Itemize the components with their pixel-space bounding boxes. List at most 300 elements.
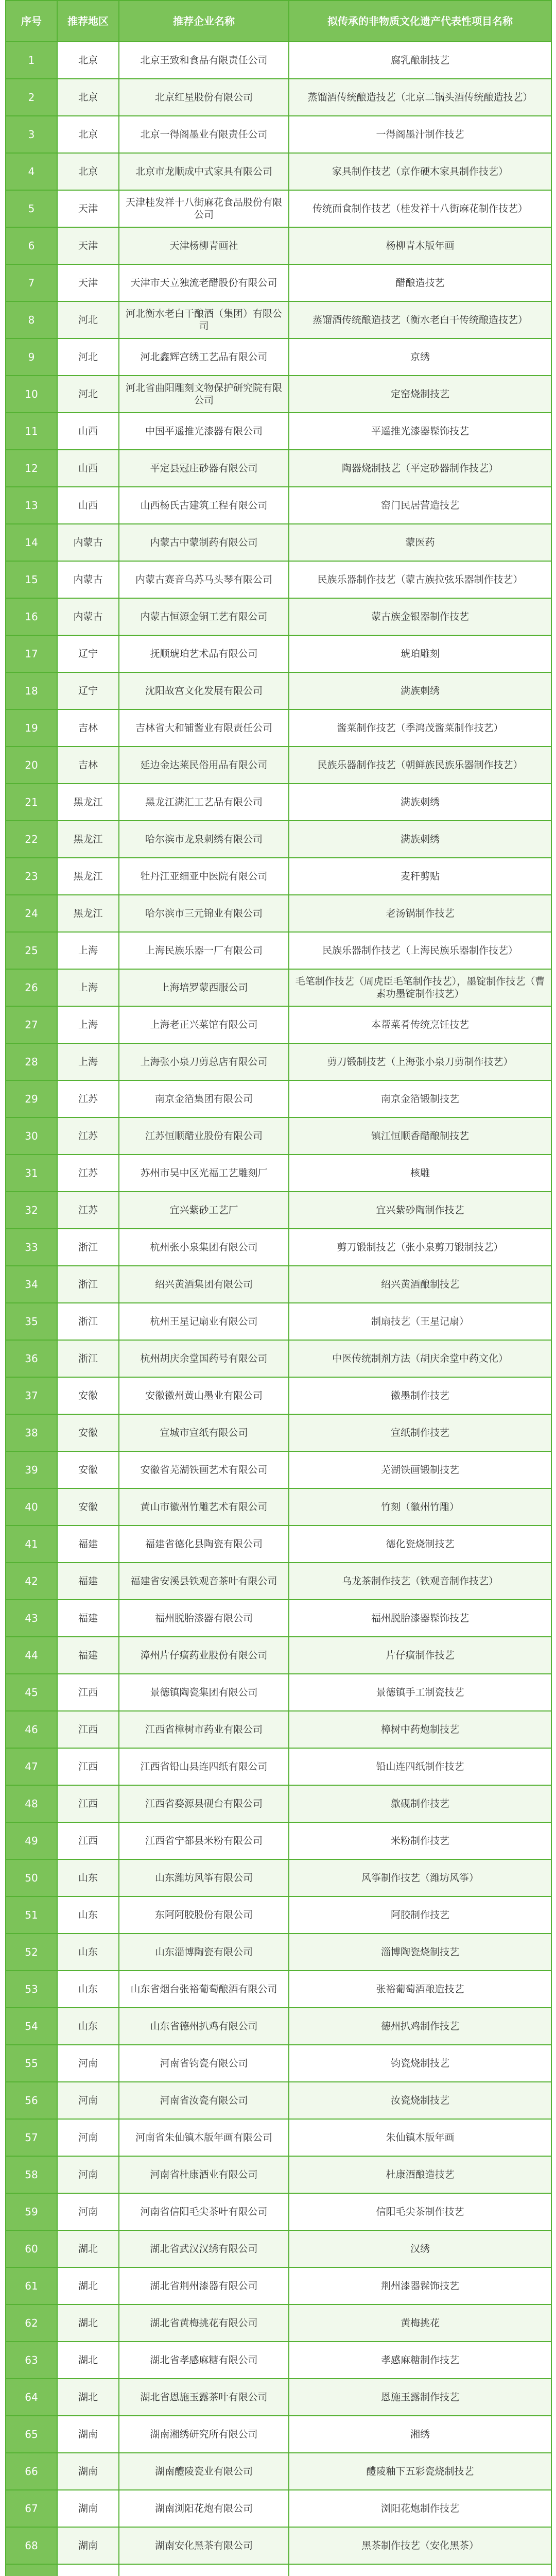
row-index: 41 [6, 1526, 57, 1563]
row-index: 25 [6, 932, 57, 969]
row-project: 朱仙镇木版年画 [289, 2119, 551, 2156]
row-region: 北京 [57, 42, 119, 79]
table-row [6, 969, 551, 1006]
row-index: 33 [6, 1229, 57, 1266]
row-region: 辽宁 [57, 635, 119, 672]
row-index: 21 [6, 784, 57, 821]
row-project: 黑茶制作技艺（安化黑茶） [289, 2527, 551, 2564]
table-row [6, 2045, 551, 2082]
row-company [119, 2564, 289, 2576]
row-region: 山西 [57, 413, 119, 450]
row-region: 河南 [57, 2156, 119, 2193]
table-row [6, 1526, 551, 1563]
row-region: 山东 [57, 1934, 119, 1971]
table-row [6, 2156, 551, 2193]
row-index: 39 [6, 1451, 57, 1488]
table-row [6, 2453, 551, 2490]
row-index: 6 [6, 227, 57, 264]
table-row [6, 1934, 551, 1971]
row-company: 上海培罗蒙西服公司 [119, 969, 289, 1006]
row-project: 浏阳花炮制作技艺 [289, 2490, 551, 2527]
row-project: 蒙医药 [289, 524, 551, 561]
row-company: 江苏恒顺醋业股份有限公司 [119, 1117, 289, 1155]
row-company: 牡丹江亚细亚中医院有限公司 [119, 858, 289, 895]
row-index: 42 [6, 1563, 57, 1600]
row-company: 山东省德州扒鸡有限公司 [119, 2008, 289, 2045]
row-company: 北京一得阁墨业有限责任公司 [119, 116, 289, 153]
row-region: 福建 [57, 1637, 119, 1674]
row-region: 黑龙江 [57, 895, 119, 932]
row-region: 山西 [57, 487, 119, 524]
row-index: 3 [6, 116, 57, 153]
row-project: 汝瓷烧制技艺 [289, 2082, 551, 2119]
row-project: 剪刀锻制技艺（上海张小泉刀剪制作技艺） [289, 1043, 551, 1080]
row-project: 恩施玉露制作技艺 [289, 2379, 551, 2416]
table-row [6, 1192, 551, 1229]
row-company: 上海张小泉刀剪总店有限公司 [119, 1043, 289, 1080]
row-region: 湖北 [57, 2304, 119, 2342]
row-region: 福建 [57, 1600, 119, 1637]
table-row [6, 1229, 551, 1266]
row-project: 酱菜制作技艺（季鸿茂酱菜制作技艺） [289, 709, 551, 747]
row-project: 满族刺绣 [289, 672, 551, 709]
row-project: 德化瓷烧制技艺 [289, 1526, 551, 1563]
row-region: 山东 [57, 1859, 119, 1896]
row-index: 9 [6, 338, 57, 376]
row-company: 安徽省芜湖铁画艺术有限公司 [119, 1451, 289, 1488]
table-row [6, 1488, 551, 1526]
row-company: 上海民族乐器一厂有限公司 [119, 932, 289, 969]
row-index: 22 [6, 821, 57, 858]
row-index: 54 [6, 2008, 57, 2045]
row-company: 湖北省孝感麻糖有限公司 [119, 2342, 289, 2379]
table-row [6, 2267, 551, 2304]
row-region: 黑龙江 [57, 821, 119, 858]
table-row [6, 932, 551, 969]
row-project: 杨柳青木版年画 [289, 227, 551, 264]
row-index: 48 [6, 1785, 57, 1822]
row-project: 平遥推光漆器髹饰技艺 [289, 413, 551, 450]
row-project: 德州扒鸡制作技艺 [289, 2008, 551, 2045]
header-row [6, 1, 551, 42]
row-project: 黄梅挑花 [289, 2304, 551, 2342]
row-region: 湖南 [57, 2490, 119, 2527]
table-row [6, 1971, 551, 2008]
row-region: 福建 [57, 1526, 119, 1563]
table-row [6, 2527, 551, 2564]
row-project: 蒸馏酒传统酿造技艺（北京二锅头酒传统酿造技艺） [289, 79, 551, 116]
row-index: 15 [6, 561, 57, 598]
table-row [6, 2304, 551, 2342]
row-index: 47 [6, 1748, 57, 1785]
row-project: 民族乐器制作技艺（朝鲜族民族乐器制作技艺） [289, 747, 551, 784]
row-project: 琥珀雕刻 [289, 635, 551, 672]
row-index: 52 [6, 1934, 57, 1971]
row-region: 湖北 [57, 2379, 119, 2416]
row-project: 荆州漆器髹饰技艺 [289, 2267, 551, 2304]
row-company: 内蒙古中蒙制药有限公司 [119, 524, 289, 561]
row-company: 北京王致和食品有限责任公司 [119, 42, 289, 79]
row-project: 满族刺绣 [289, 784, 551, 821]
row-project: 樟树中药炮制技艺 [289, 1711, 551, 1748]
row-index: 68 [6, 2527, 57, 2564]
row-project: 湘绣 [289, 2416, 551, 2453]
row-company: 杭州胡庆余堂国药号有限公司 [119, 1340, 289, 1377]
table-row [6, 190, 551, 227]
row-region: 河南 [57, 2193, 119, 2230]
row-region: 内蒙古 [57, 598, 119, 635]
row-company: 河北衡水老白干酿酒（集团）有限公司 [119, 301, 289, 338]
row-company: 延边金达莱民俗用品有限公司 [119, 747, 289, 784]
table-row [6, 858, 551, 895]
row-region: 安徽 [57, 1451, 119, 1488]
row-project: 汉绣 [289, 2230, 551, 2267]
header-company: 推荐企业名称 [119, 1, 289, 42]
row-project: 民族乐器制作技艺（上海民族乐器制作技艺） [289, 932, 551, 969]
table-row [6, 487, 551, 524]
row-region: 福建 [57, 1563, 119, 1600]
row-region: 河南 [57, 2119, 119, 2156]
row-company: 南京金箔集团有限公司 [119, 1080, 289, 1117]
row-index: 63 [6, 2342, 57, 2379]
row-index: 49 [6, 1822, 57, 1859]
row-index: 19 [6, 709, 57, 747]
table-row [6, 2008, 551, 2045]
row-project: 麦秆剪贴 [289, 858, 551, 895]
row-index: 24 [6, 895, 57, 932]
row-project: 醋酿造技艺 [289, 264, 551, 301]
row-region: 北京 [57, 153, 119, 190]
table-row [6, 2193, 551, 2230]
table-row [6, 1155, 551, 1192]
row-index: 57 [6, 2119, 57, 2156]
row-company: 杭州张小泉集团有限公司 [119, 1229, 289, 1266]
row-region: 北京 [57, 79, 119, 116]
row-company: 抚顺琥珀艺术品有限公司 [119, 635, 289, 672]
row-project: 京绣 [289, 338, 551, 376]
row-project: 蒸馏酒传统酿造技艺（衡水老白干传统酿造技艺） [289, 301, 551, 338]
table-row [6, 2230, 551, 2267]
row-project: 家具制作技艺（京作硬木家具制作技艺） [289, 153, 551, 190]
row-region: 山西 [57, 450, 119, 487]
table-row [6, 450, 551, 487]
table-row [6, 1377, 551, 1414]
row-region [57, 2564, 119, 2576]
row-region: 浙江 [57, 1229, 119, 1266]
row-project: 片仔癀制作技艺 [289, 1637, 551, 1674]
row-index: 65 [6, 2416, 57, 2453]
row-company: 北京红星股份有限公司 [119, 79, 289, 116]
table-row [6, 301, 551, 338]
row-region: 上海 [57, 1006, 119, 1043]
row-index: 61 [6, 2267, 57, 2304]
row-project: 徽墨制作技艺 [289, 1377, 551, 1414]
row-index: 11 [6, 413, 57, 450]
row-region: 天津 [57, 190, 119, 227]
row-index: 32 [6, 1192, 57, 1229]
header-index: 序号 [6, 1, 57, 42]
row-index: 4 [6, 153, 57, 190]
row-region: 河北 [57, 338, 119, 376]
row-company: 天津市天立独流老醋股份有限公司 [119, 264, 289, 301]
row-region: 吉林 [57, 709, 119, 747]
row-region: 湖南 [57, 2453, 119, 2490]
table-row [6, 2416, 551, 2453]
row-region: 北京 [57, 116, 119, 153]
row-region: 上海 [57, 969, 119, 1006]
row-region: 江西 [57, 1748, 119, 1785]
header-region: 推荐地区 [57, 1, 119, 42]
row-project: 一得阁墨汁制作技艺 [289, 116, 551, 153]
table-row [6, 1896, 551, 1934]
table-row [6, 2379, 551, 2416]
row-index: 56 [6, 2082, 57, 2119]
row-index: 26 [6, 969, 57, 1006]
row-company: 中国平遥推光漆器有限公司 [119, 413, 289, 450]
row-index: 7 [6, 264, 57, 301]
row-company: 河南省汝瓷有限公司 [119, 2082, 289, 2119]
table-row [6, 598, 551, 635]
row-index: 20 [6, 747, 57, 784]
row-company: 江西省铅山县连四纸有限公司 [119, 1748, 289, 1785]
row-company: 哈尔滨市龙泉刺绣有限公司 [119, 821, 289, 858]
row-project: 景德镇手工制瓷技艺 [289, 1674, 551, 1711]
table-row [6, 1711, 551, 1748]
row-project: 阿胶制作技艺 [289, 1896, 551, 1934]
row-project: 镇江恒顺香醋酿制技艺 [289, 1117, 551, 1155]
row-company: 天津桂发祥十八街麻花食品股份有限公司 [119, 190, 289, 227]
row-index: 13 [6, 487, 57, 524]
row-project: 杜康酒酿造技艺 [289, 2156, 551, 2193]
table-row [6, 1043, 551, 1080]
table-row [6, 1859, 551, 1896]
row-company: 上海老正兴菜馆有限公司 [119, 1006, 289, 1043]
row-region: 江西 [57, 1822, 119, 1859]
table-row [6, 1080, 551, 1117]
row-index: 45 [6, 1674, 57, 1711]
table-row [6, 672, 551, 709]
row-company: 河南省杜康酒业有限公司 [119, 2156, 289, 2193]
row-project: 腐乳酿制技艺 [289, 42, 551, 79]
row-company: 湖南安化黑茶有限公司 [119, 2527, 289, 2564]
table-row [6, 895, 551, 932]
row-company: 哈尔滨市三元锦业有限公司 [119, 895, 289, 932]
row-company: 黑龙江满汇工艺品有限公司 [119, 784, 289, 821]
row-index: 10 [6, 376, 57, 413]
row-project: 信阳毛尖茶制作技艺 [289, 2193, 551, 2230]
table-row [6, 42, 551, 79]
row-index: 38 [6, 1414, 57, 1451]
row-project: 中医传统制剂方法（胡庆余堂中药文化） [289, 1340, 551, 1377]
row-company: 湖北省恩施玉露茶叶有限公司 [119, 2379, 289, 2416]
row-index [6, 2564, 57, 2576]
row-project: 绍兴黄酒酿制技艺 [289, 1266, 551, 1303]
row-company: 天津杨柳青画社 [119, 227, 289, 264]
row-index: 36 [6, 1340, 57, 1377]
row-region: 湖北 [57, 2267, 119, 2304]
row-company: 河南省朱仙镇木版年画有限公司 [119, 2119, 289, 2156]
row-region: 安徽 [57, 1414, 119, 1451]
row-index: 51 [6, 1896, 57, 1934]
row-region: 江西 [57, 1674, 119, 1711]
row-company: 河南省钧瓷有限公司 [119, 2045, 289, 2082]
table-row [6, 1006, 551, 1043]
table-body [6, 42, 551, 2576]
row-region: 河南 [57, 2082, 119, 2119]
row-region: 浙江 [57, 1303, 119, 1340]
row-index: 35 [6, 1303, 57, 1340]
row-company: 河南省信阳毛尖茶叶有限公司 [119, 2193, 289, 2230]
row-index: 43 [6, 1600, 57, 1637]
table-row [6, 227, 551, 264]
row-project: 民族乐器制作技艺（蒙古族拉弦乐器制作技艺） [289, 561, 551, 598]
row-region: 上海 [57, 1043, 119, 1080]
row-company: 内蒙古赛音乌苏马头琴有限公司 [119, 561, 289, 598]
table-row [6, 747, 551, 784]
row-index: 67 [6, 2490, 57, 2527]
table-header [6, 1, 551, 42]
row-company: 黄山市徽州竹雕艺术有限公司 [119, 1488, 289, 1526]
row-index: 58 [6, 2156, 57, 2193]
row-index: 23 [6, 858, 57, 895]
row-company: 吉林省大和铺酱业有限责任公司 [119, 709, 289, 747]
row-index: 55 [6, 2045, 57, 2082]
row-project: 老汤锅制作技艺 [289, 895, 551, 932]
row-company: 福建省安溪县铁观音茶叶有限公司 [119, 1563, 289, 1600]
row-region: 山东 [57, 2008, 119, 2045]
heritage-enterprise-table [5, 0, 552, 2576]
row-project: 南京金箔锻制技艺 [289, 1080, 551, 1117]
row-company: 湖北省黄梅挑花有限公司 [119, 2304, 289, 2342]
row-company: 湖北省荆州漆器有限公司 [119, 2267, 289, 2304]
row-project: 米粉制作技艺 [289, 1822, 551, 1859]
table-row [6, 1600, 551, 1637]
row-company: 内蒙古恒源金铜工艺有限公司 [119, 598, 289, 635]
row-region: 江苏 [57, 1192, 119, 1229]
row-company: 山东省烟台张裕葡萄酿酒有限公司 [119, 1971, 289, 2008]
table-row [6, 1563, 551, 1600]
table-row [6, 79, 551, 116]
row-region: 浙江 [57, 1266, 119, 1303]
row-index: 50 [6, 1859, 57, 1896]
row-index: 60 [6, 2230, 57, 2267]
table-row [6, 376, 551, 413]
row-project: 歙砚制作技艺 [289, 1785, 551, 1822]
row-project: 传统面食制作技艺（桂发祥十八街麻花制作技艺） [289, 190, 551, 227]
header-project: 拟传承的非物质文化遗产代表性项目名称 [289, 1, 551, 42]
row-index: 14 [6, 524, 57, 561]
row-company: 山东潍坊风筝有限公司 [119, 1859, 289, 1896]
row-project: 淄博陶瓷烧制技艺 [289, 1934, 551, 1971]
table-row [6, 153, 551, 190]
row-company: 福州脱胎漆器有限公司 [119, 1600, 289, 1637]
table-row [6, 1303, 551, 1340]
row-project [289, 2564, 551, 2576]
table-row [6, 338, 551, 376]
row-company: 湖南湘绣研究所有限公司 [119, 2416, 289, 2453]
row-company: 宣城市宣纸有限公司 [119, 1414, 289, 1451]
row-index: 29 [6, 1080, 57, 1117]
row-project: 醴陵釉下五彩瓷烧制技艺 [289, 2453, 551, 2490]
row-region: 湖北 [57, 2230, 119, 2267]
row-index: 46 [6, 1711, 57, 1748]
row-project: 蒙古族金银器制作技艺 [289, 598, 551, 635]
table-row [6, 2342, 551, 2379]
row-company: 江西省樟树市药业有限公司 [119, 1711, 289, 1748]
row-company: 湖南浏阳花炮有限公司 [119, 2490, 289, 2527]
row-index: 31 [6, 1155, 57, 1192]
table-row [6, 561, 551, 598]
row-company: 苏州市吴中区光福工艺雕刻厂 [119, 1155, 289, 1192]
row-company: 北京市龙顺成中式家具有限公司 [119, 153, 289, 190]
row-project: 宜兴紫砂陶制作技艺 [289, 1192, 551, 1229]
row-region: 湖南 [57, 2527, 119, 2564]
row-company: 福建省德化县陶瓷有限公司 [119, 1526, 289, 1563]
table-row [6, 635, 551, 672]
row-index: 28 [6, 1043, 57, 1080]
row-region: 江苏 [57, 1080, 119, 1117]
row-project: 核雕 [289, 1155, 551, 1192]
row-company: 杭州王星记扇业有限公司 [119, 1303, 289, 1340]
table-row [6, 709, 551, 747]
table-row [6, 1266, 551, 1303]
row-project: 钧瓷烧制技艺 [289, 2045, 551, 2082]
table-row [6, 524, 551, 561]
row-region: 江苏 [57, 1117, 119, 1155]
table-row [6, 2082, 551, 2119]
table-row [6, 1674, 551, 1711]
row-project: 铅山连四纸制作技艺 [289, 1748, 551, 1785]
table-row [6, 2119, 551, 2156]
row-region: 内蒙古 [57, 524, 119, 561]
row-index: 53 [6, 1971, 57, 2008]
row-company: 湖北省武汉汉绣有限公司 [119, 2230, 289, 2267]
row-index: 59 [6, 2193, 57, 2230]
row-project: 满族刺绣 [289, 821, 551, 858]
row-project: 窑门民居营造技艺 [289, 487, 551, 524]
row-company: 河北鑫辉宫绣工艺品有限公司 [119, 338, 289, 376]
row-index: 64 [6, 2379, 57, 2416]
row-index: 30 [6, 1117, 57, 1155]
table-row [6, 2564, 551, 2576]
row-company: 绍兴黄酒集团有限公司 [119, 1266, 289, 1303]
row-region: 黑龙江 [57, 858, 119, 895]
row-project: 本帮菜肴传统烹饪技艺 [289, 1006, 551, 1043]
row-index: 44 [6, 1637, 57, 1674]
row-region: 吉林 [57, 747, 119, 784]
row-project: 福州脱胎漆器髹饰技艺 [289, 1600, 551, 1637]
row-index: 37 [6, 1377, 57, 1414]
row-company: 山西杨氏古建筑工程有限公司 [119, 487, 289, 524]
table-row [6, 1451, 551, 1488]
row-region: 河北 [57, 376, 119, 413]
table-row [6, 413, 551, 450]
row-region: 天津 [57, 227, 119, 264]
row-company: 东阿阿胶股份有限公司 [119, 1896, 289, 1934]
row-project: 风筝制作技艺（潍坊风筝） [289, 1859, 551, 1896]
row-index: 12 [6, 450, 57, 487]
row-region: 江西 [57, 1711, 119, 1748]
row-index: 34 [6, 1266, 57, 1303]
row-region: 辽宁 [57, 672, 119, 709]
row-region: 江苏 [57, 1155, 119, 1192]
row-company: 安徽徽州黄山墨业有限公司 [119, 1377, 289, 1414]
row-index: 18 [6, 672, 57, 709]
row-region: 湖北 [57, 2342, 119, 2379]
table-row [6, 1414, 551, 1451]
row-region: 上海 [57, 932, 119, 969]
row-region: 山东 [57, 1896, 119, 1934]
